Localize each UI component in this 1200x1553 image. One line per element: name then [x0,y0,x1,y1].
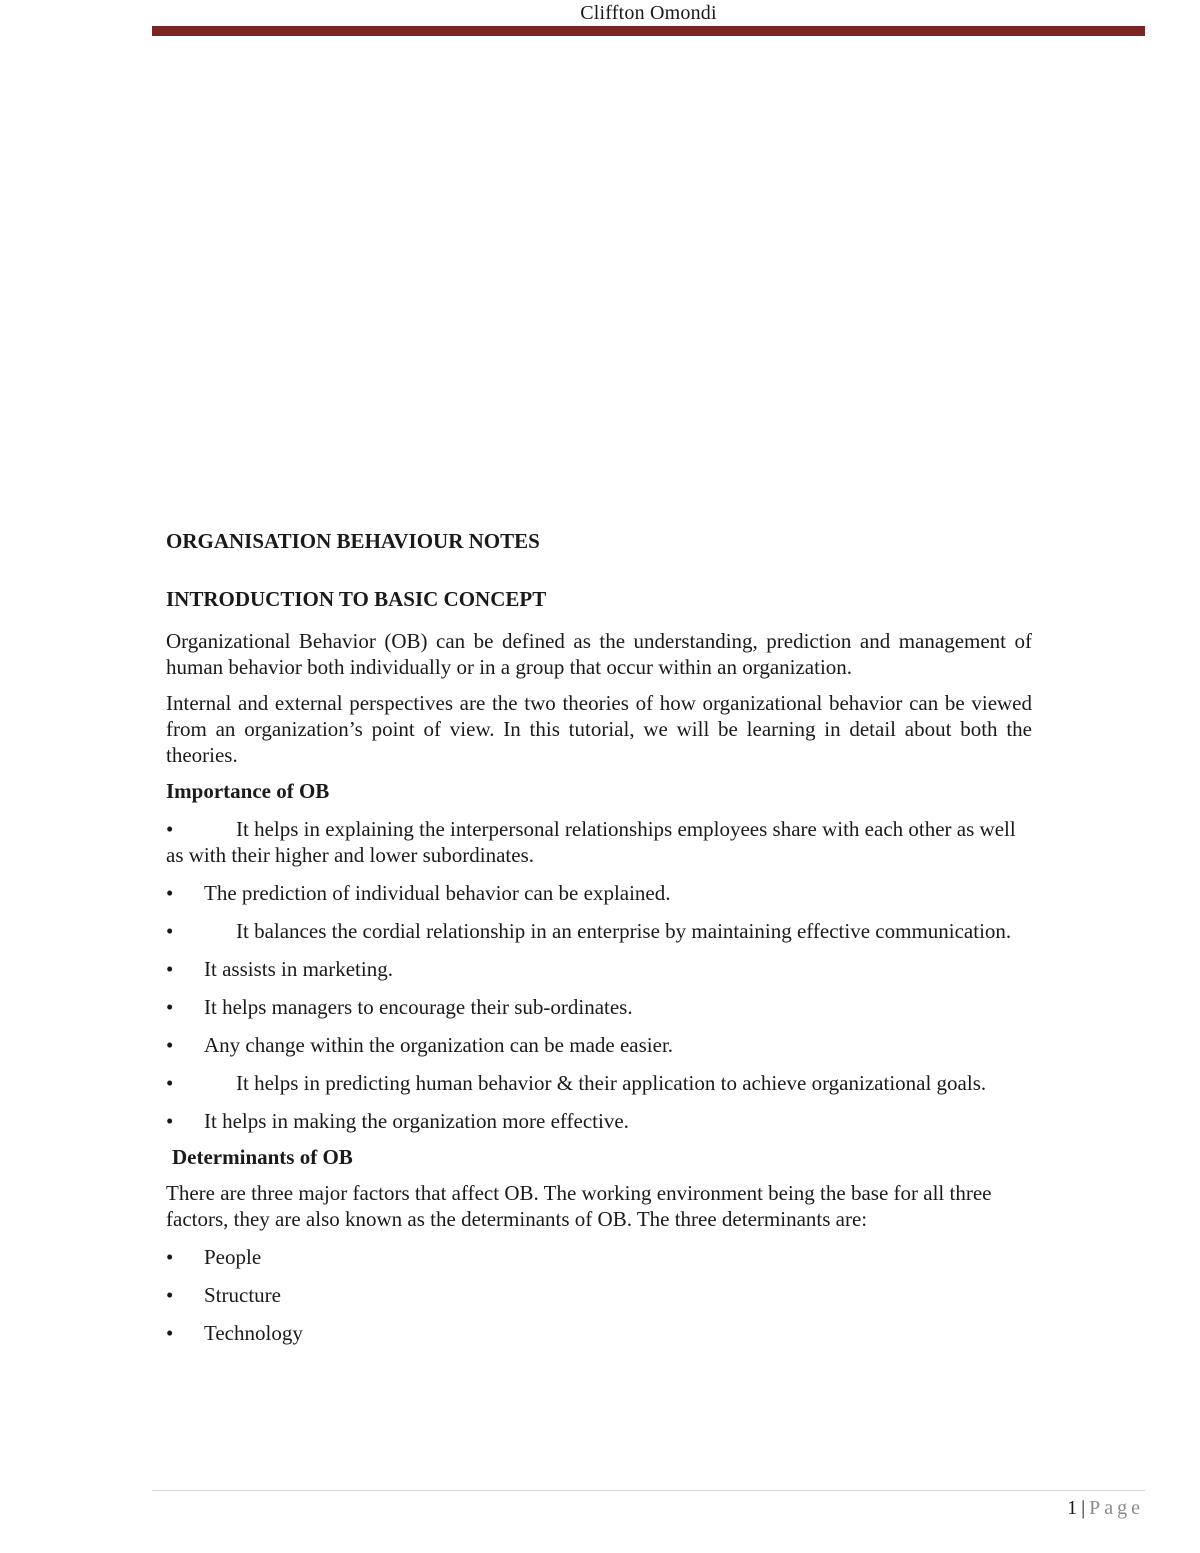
determinant-item-text: Structure [204,1283,281,1307]
footer-rule [152,1490,1145,1491]
importance-item-text: It helps in making the organization more effective. [204,1109,629,1133]
bullet-icon: • [166,1245,174,1269]
importance-item [166,956,1032,982]
intro-paragraph-1: Organizational Behavior (OB) can be defined as the understanding, prediction and management of human behavior both individually or in a group that occur within an organization. [166,629,1032,679]
determinants-heading: Determinants of OB [172,1145,353,1169]
determinant-item [166,1320,1032,1346]
determinants-paragraph: There are three major factors that affect OB. The working environment being the base for all three factors, they are also known as the determinants of OB. The three determinants are: [166,1181,992,1231]
importance-item [166,1108,1032,1134]
importance-item-text: The prediction of individual behavior can be explained. [204,881,671,905]
document-body [166,526,1032,1346]
determinant-item [166,1282,1032,1308]
header-rule [152,26,1145,36]
bullet-icon: • [166,919,174,943]
importance-item [166,880,1032,906]
bullet-icon: • [166,1071,174,1095]
bullet-icon: • [166,817,174,841]
bullet-icon: • [166,1109,174,1133]
importance-heading: Importance of OB [166,779,330,803]
header-author: Cliffton Omondi [580,2,717,24]
importance-item [166,816,1032,868]
bullet-icon: • [166,957,174,981]
document-title: ORGANISATION BEHAVIOUR NOTES [166,529,540,553]
importance-item [166,1070,1032,1096]
intro-paragraph-2: Internal and external perspectives are the two theories of how organizational behavior can be viewed from an organization’s point of view. In this tutorial, we will be learning in detail about both the theories. [166,691,1032,767]
importance-item-text: Any change within the organization can be made easier. [204,1033,674,1057]
bullet-icon: • [166,995,174,1019]
footer-separator: | [1081,1497,1086,1519]
determinant-item-text: Technology [204,1321,303,1345]
importance-item [166,1032,1032,1058]
bullet-icon: • [166,881,174,905]
bullet-icon: • [166,1033,174,1057]
importance-item-text: It helps in explaining the interpersonal relationships employees share with each other as well as with their higher and lower subordinates. [166,817,1016,867]
determinant-item-text: People [204,1245,262,1269]
bullet-icon: • [166,1321,174,1345]
importance-item-text: It assists in marketing. [204,957,393,981]
importance-item [166,918,1032,944]
importance-item-text: It helps managers to encourage their sub-ordinates. [204,995,633,1019]
page-label: Page [1089,1497,1144,1519]
importance-item-text: It balances the cordial relationship in an enterprise by maintaining effective communication. [236,919,1012,943]
determinant-item [166,1244,1032,1270]
importance-item-text: It helps in predicting human behavior & their application to achieve organizational goals. [236,1071,987,1095]
document-subtitle: INTRODUCTION TO BASIC CONCEPT [166,587,547,611]
importance-item [166,994,1032,1020]
page-footer [1067,1495,1144,1521]
bullet-icon: • [166,1283,174,1307]
page-number: 1 [1067,1497,1078,1519]
